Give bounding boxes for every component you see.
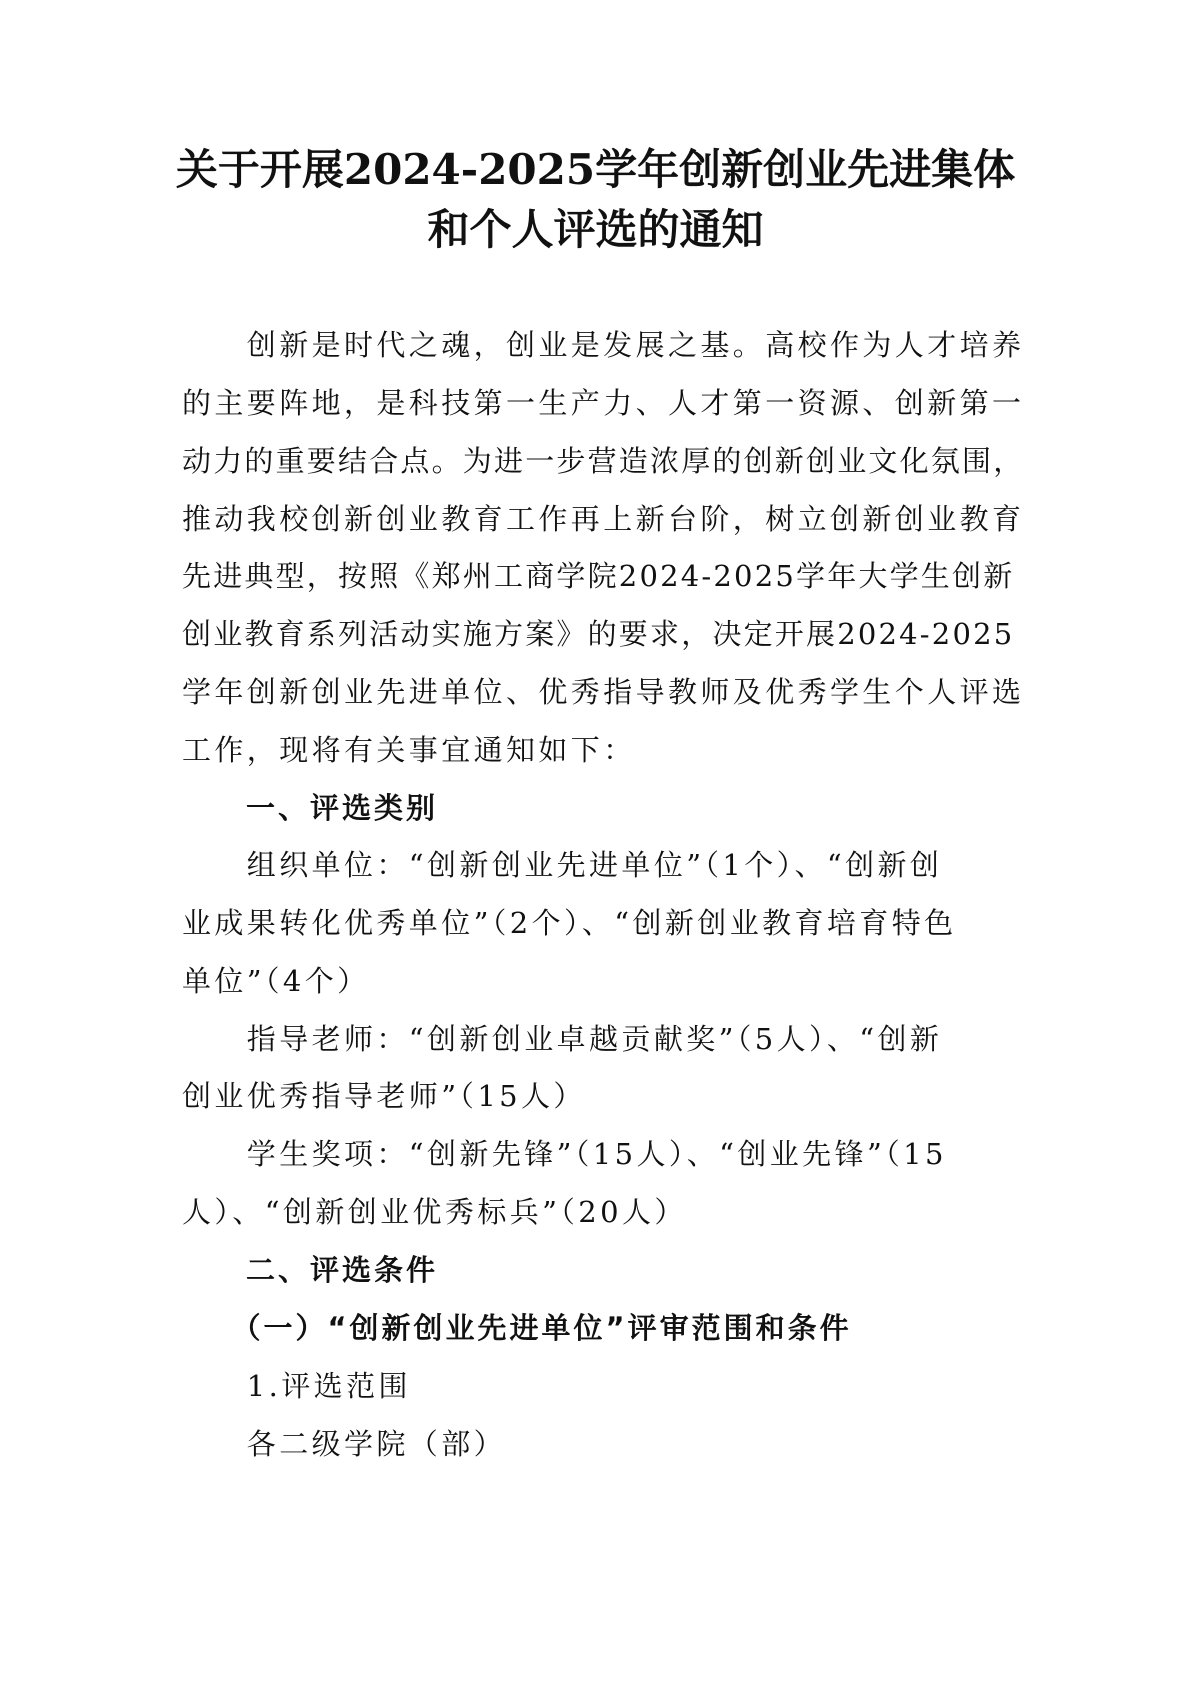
paragraph-line: 组织单位：“创新创业先进单位”（1个）、“创新创 [182,848,943,882]
document-title-line-1: 关于开展2024-2025学年创新创业先进集体 [175,145,1016,194]
paragraph-line: 学生奖项：“创新先锋”（15人）、“创业先锋”（15 [182,1137,947,1171]
paragraph-line: 各二级学院（部） [182,1427,507,1461]
section-heading-1: 一、评选类别 [182,791,439,825]
document-title-line-2: 和个人评选的通知 [427,205,764,254]
paragraph-line: 学年创新创业先进单位、优秀指导教师及优秀学生个人评选 [182,675,1025,709]
paragraph-line: 创新是时代之魂，创业是发展之基。高校作为人才培养 [182,328,1025,362]
subsection-heading: （一）“创新创业先进单位”评审范围和条件 [182,1311,852,1345]
paragraph-line: 业成果转化优秀单位”（2个）、“创新创业教育培育特色 [182,906,957,940]
paragraph-line: 推动我校创新创业教育工作再上新台阶，树立创新创业教育 [182,502,1025,536]
paragraph-line: 人）、“创新创业优秀标兵”（20人） [182,1195,687,1229]
section-heading-2: 二、评选条件 [182,1253,439,1287]
paragraph-line: 动力的重要结合点。为进一步营造浓厚的创新创业文化氛围， [182,444,1025,478]
paragraph-line: 工作，现将有关事宜通知如下： [182,733,636,767]
paragraph-line: 创业优秀指导老师”（15人） [182,1079,586,1113]
paragraph-line: 单位”（4个） [182,964,370,998]
paragraph-line: 的主要阵地，是科技第一生产力、人才第一资源、创新第一 [182,386,1025,420]
paragraph-line: 创业教育系列活动实施方案》的要求，决定开展2024-2025 [182,617,1015,651]
paragraph-line: 先进典型，按照《郑州工商学院2024-2025学年大学生创新 [182,559,1015,593]
list-item-label: 1.评选范围 [182,1369,411,1403]
paragraph-line: 指导老师：“创新创业卓越贡献奖”（5人）、“创新 [182,1022,943,1056]
